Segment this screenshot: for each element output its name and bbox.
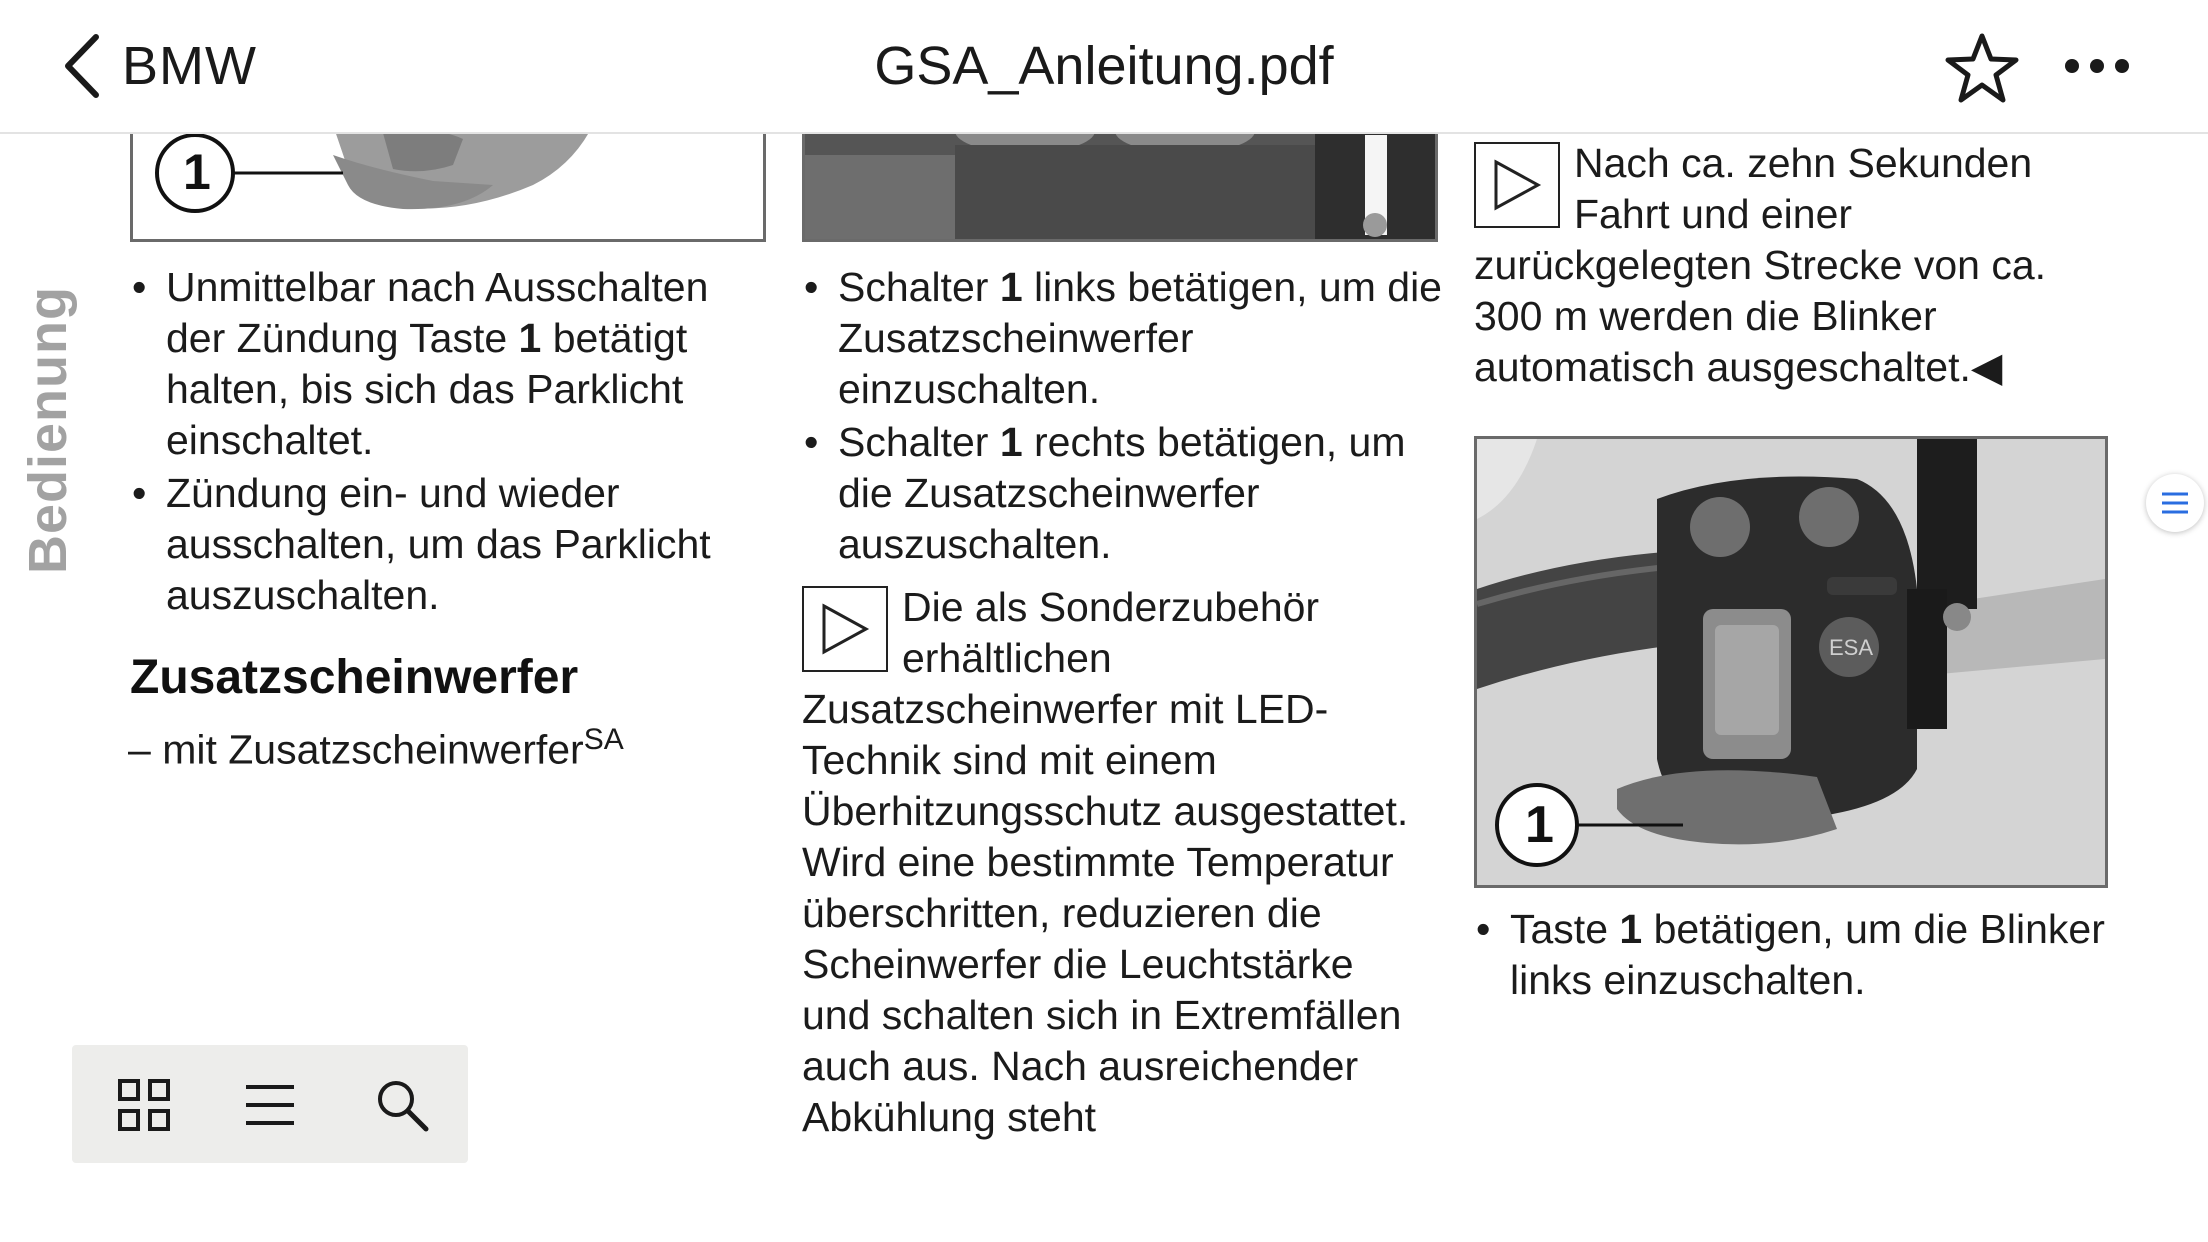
outline-button[interactable]	[240, 1075, 300, 1135]
bullet-mark: •	[132, 470, 147, 516]
turn-signal-note	[1474, 138, 2074, 393]
note-text: Nach ca. zehn Sekunden Fahrt und einer zurückgelegten Strecke von ca. 300 m werden die Blinker automatisch ausgeschaltet.	[1474, 140, 2047, 390]
auxiliary-light-instructions	[802, 262, 1442, 572]
star-icon	[1944, 30, 2020, 106]
note-play-icon	[802, 586, 888, 672]
outline-float-button[interactable]	[2146, 474, 2204, 532]
esa-button-label: ESA	[1829, 635, 1874, 660]
document-title: GSA_Anleitung.pdf	[874, 36, 1334, 96]
list-item: • Schalter 1 links betätigen, um die Zusatzscheinwerfer einzuschalten.	[804, 264, 1442, 412]
back-label: BMW	[122, 36, 257, 96]
note-play-icon	[1474, 142, 1560, 228]
ellipsis-icon	[2062, 44, 2132, 88]
bullet-mark: •	[804, 264, 819, 310]
turn-signal-instructions	[1474, 904, 2114, 1008]
section-heading: Zusatzscheinwerfer	[130, 651, 579, 704]
search-button[interactable]	[372, 1075, 432, 1135]
overheat-note	[802, 582, 1422, 1143]
parking-light-instructions	[130, 262, 770, 623]
bullet-mark: •	[804, 419, 819, 465]
list-item: • Unmittelbar nach Ausschalten der Zündung Taste 1 betätigt halten, bis sich das Parklicht einschaltet.	[132, 264, 709, 463]
bullet-mark: •	[132, 264, 147, 310]
list-item: • Zündung ein- und wieder ausschalten, um das Parklicht auszuschalten.	[132, 470, 711, 618]
list-item: • Schalter 1 rechts betätigen, um die Zusatzscheinwerfer auszuschalten.	[804, 419, 1406, 567]
photo-callout-number: 1	[1525, 796, 1554, 854]
thumbnails-button[interactable]	[114, 1075, 174, 1135]
top-navigation-bar	[0, 0, 2208, 134]
bullet-mark: •	[1476, 906, 1491, 952]
grid-icon	[114, 1075, 174, 1135]
search-icon	[372, 1075, 432, 1135]
section-side-tab-label: Bedienung	[18, 286, 78, 574]
more-options-button[interactable]	[2062, 44, 2132, 88]
section-subtitle: – mit Zusatzscheinwerfer$^{SA}$	[128, 723, 624, 773]
note-text: Die als Sonderzubehör erhältlichen Zusatzscheinwerfer mit LED-Technik sind mit einem Überhitzungsschutz ausgestattet. Wird eine bestimmte Temperatur überschritten, reduzieren die Scheinwerfer die Leuchtstärke und schalten sich in Extremfällen auch aus. Nach ausreichender Abkühlung steht	[802, 584, 1409, 1140]
list-item: • Taste 1 betätigen, um die Blinker links einzuschalten.	[1476, 906, 2105, 1003]
photo-callout-number: 1	[183, 144, 211, 200]
favorite-button[interactable]	[1944, 30, 2020, 106]
handlebar-switch-photo-2	[802, 132, 1438, 242]
handlebar-switch-photo-1	[130, 132, 766, 242]
end-of-section-mark: ◀	[1970, 344, 2003, 390]
outline-list-icon	[2146, 474, 2204, 532]
handlebar-switch-photo-3	[1474, 436, 2108, 888]
list-icon	[240, 1075, 300, 1135]
section-side-tab	[10, 280, 86, 580]
pdf-viewer-toolbar	[72, 1045, 468, 1163]
